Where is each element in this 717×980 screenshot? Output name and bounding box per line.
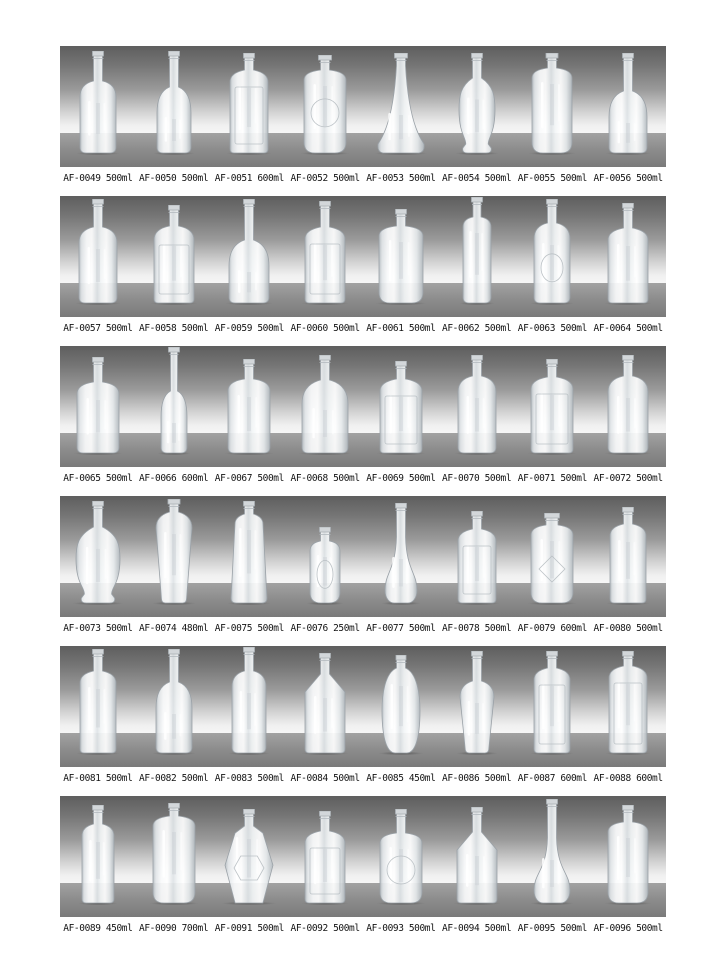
photo-band-3 [60,346,666,467]
bottle-cell-AF-0092 [287,796,363,917]
bottle-cell-AF-0064 [590,196,666,317]
bottle-label-AF-0056: AF-0056 500ml [593,173,663,184]
bottle-cell-AF-0056 [590,46,666,167]
bottle-label-AF-0060: AF-0060 500ml [290,323,360,334]
bottle-cell-AF-0091 [212,796,288,917]
bottle-cell-AF-0089 [60,796,136,917]
bottle-label-AF-0085: AF-0085 450ml [366,773,436,784]
bottle-cell-AF-0058 [136,196,212,317]
bottle-cell-AF-0096 [590,796,666,917]
bottle-image-AF-0085 [375,655,427,755]
bottle-image-AF-0094 [450,807,504,905]
bottle-label-AF-0066: AF-0066 600ml [139,473,209,484]
bottle-label-AF-0053: AF-0053 500ml [366,173,436,184]
bottle-image-AF-0068 [295,355,355,455]
bottle-label-AF-0096: AF-0096 500ml [593,923,663,934]
bottle-image-AF-0050 [150,51,198,155]
caption-strip-1 [60,167,666,196]
bottle-label-AF-0057: AF-0057 500ml [63,323,133,334]
bottle-cell-AF-0084 [287,646,363,767]
catalog-row-3 [60,346,666,496]
bottle-label-AF-0089: AF-0089 450ml [63,923,133,934]
bottle-image-AF-0065 [70,357,126,455]
bottle-label-AF-0073: AF-0073 500ml [63,623,133,634]
bottle-image-AF-0078 [451,511,503,605]
bottle-label-AF-0084: AF-0084 500ml [290,773,360,784]
bottle-cell-AF-0051 [212,46,288,167]
bottle-image-AF-0063 [527,199,577,305]
bottle-image-AF-0074 [149,499,199,605]
bottle-label-AF-0051: AF-0051 600ml [214,173,284,184]
bottle-cell-AF-0055 [515,46,591,167]
bottle-cell-AF-0054 [439,46,515,167]
catalog-row-4 [60,496,666,646]
bottle-cell-AF-0066 [136,346,212,467]
bottle-label-AF-0072: AF-0072 500ml [593,473,663,484]
catalog-row-5 [60,646,666,796]
bottle-label-AF-0050: AF-0050 500ml [139,173,209,184]
bottle-image-AF-0055 [525,53,579,155]
bottle-image-AF-0095 [527,799,577,905]
bottle-label-AF-0087: AF-0087 600ml [517,773,587,784]
bottle-label-AF-0092: AF-0092 500ml [290,923,360,934]
bottle-label-AF-0058: AF-0058 500ml [139,323,209,334]
caption-strip-4 [60,617,666,646]
bottle-cell-AF-0088 [590,646,666,767]
caption-strip-5 [60,767,666,796]
bottle-cell-AF-0074 [136,496,212,617]
bottle-image-AF-0096 [601,805,655,905]
bottle-image-AF-0079 [524,513,580,605]
bottle-label-AF-0080: AF-0080 500ml [593,623,663,634]
bottle-image-AF-0061 [372,209,430,305]
bottle-cell-AF-0093 [363,796,439,917]
bottle-label-AF-0071: AF-0071 500ml [517,473,587,484]
bottle-label-AF-0075: AF-0075 500ml [214,623,284,634]
catalog-row-6 [60,796,666,946]
bottle-image-AF-0091 [218,809,280,905]
bottle-cell-AF-0094 [439,796,515,917]
bottle-label-AF-0093: AF-0093 500ml [366,923,436,934]
bottle-label-AF-0065: AF-0065 500ml [63,473,133,484]
bottle-cell-AF-0067 [212,346,288,467]
catalog-row-2 [60,196,666,346]
bottle-cell-AF-0052 [287,46,363,167]
bottle-image-AF-0093 [373,809,429,905]
photo-band-4 [60,496,666,617]
bottle-label-AF-0063: AF-0063 500ml [517,323,587,334]
bottle-image-AF-0082 [149,649,199,755]
bottle-cell-AF-0065 [60,346,136,467]
bottle-label-AF-0070: AF-0070 500ml [442,473,512,484]
bottle-cell-AF-0059 [212,196,288,317]
bottle-label-AF-0069: AF-0069 500ml [366,473,436,484]
bottle-image-AF-0064 [601,203,655,305]
bottle-cell-AF-0076 [287,496,363,617]
caption-strip-6 [60,917,666,946]
bottle-label-AF-0078: AF-0078 500ml [442,623,512,634]
bottle-image-AF-0070 [451,355,503,455]
bottle-cell-AF-0071 [515,346,591,467]
caption-strip-3 [60,467,666,496]
bottle-cell-AF-0063 [515,196,591,317]
bottle-cell-AF-0078 [439,496,515,617]
bottle-label-AF-0079: AF-0079 600ml [517,623,587,634]
catalog-row-1 [60,46,666,196]
bottle-cell-AF-0075 [212,496,288,617]
bottle-image-AF-0059 [222,199,276,305]
bottle-label-AF-0081: AF-0081 500ml [63,773,133,784]
bottle-image-AF-0084 [298,653,352,755]
bottle-cell-AF-0090 [136,796,212,917]
bottle-image-AF-0067 [221,359,277,455]
bottle-image-AF-0069 [373,361,429,455]
bottle-label-AF-0049: AF-0049 500ml [63,173,133,184]
bottle-label-AF-0061: AF-0061 500ml [366,323,436,334]
bottle-cell-AF-0077 [363,496,439,617]
photo-band-5 [60,646,666,767]
bottle-image-AF-0081 [73,649,123,755]
bottle-image-AF-0083 [225,647,273,755]
bottle-image-AF-0087 [527,651,577,755]
bottle-label-AF-0068: AF-0068 500ml [290,473,360,484]
bottle-label-AF-0095: AF-0095 500ml [517,923,587,934]
photo-band-1 [60,46,666,167]
bottle-image-AF-0049 [73,51,123,155]
bottle-image-AF-0089 [75,805,121,905]
bottle-cell-AF-0085 [363,646,439,767]
bottle-label-AF-0083: AF-0083 500ml [214,773,284,784]
bottle-cell-AF-0070 [439,346,515,467]
bottle-image-AF-0086 [453,651,501,755]
bottle-cell-AF-0072 [590,346,666,467]
bottle-image-AF-0066 [154,347,194,455]
bottle-image-AF-0076 [303,527,347,605]
bottle-image-AF-0088 [602,651,654,755]
bottle-label-AF-0064: AF-0064 500ml [593,323,663,334]
caption-strip-2 [60,317,666,346]
photo-band-6 [60,796,666,917]
bottle-image-AF-0073 [69,501,127,605]
bottle-label-AF-0088: AF-0088 600ml [593,773,663,784]
bottle-image-AF-0060 [298,201,352,305]
bottle-cell-AF-0061 [363,196,439,317]
bottle-cell-AF-0049 [60,46,136,167]
bottle-label-AF-0094: AF-0094 500ml [442,923,512,934]
bottle-cell-AF-0069 [363,346,439,467]
bottle-cell-AF-0081 [60,646,136,767]
bottle-image-AF-0077 [378,503,424,605]
bottle-cell-AF-0080 [590,496,666,617]
bottle-image-AF-0090 [146,803,202,905]
bottle-image-AF-0053 [371,53,431,155]
bottle-label-AF-0052: AF-0052 500ml [290,173,360,184]
bottle-label-AF-0077: AF-0077 500ml [366,623,436,634]
bottle-label-AF-0086: AF-0086 500ml [442,773,512,784]
bottle-image-AF-0052 [297,55,353,155]
bottle-image-AF-0072 [601,355,655,455]
bottle-label-AF-0091: AF-0091 500ml [214,923,284,934]
bottle-label-AF-0090: AF-0090 700ml [139,923,209,934]
bottle-cell-AF-0053 [363,46,439,167]
bottle-image-AF-0092 [298,811,352,905]
bottle-cell-AF-0083 [212,646,288,767]
bottle-label-AF-0074: AF-0074 480ml [139,623,209,634]
bottle-image-AF-0054 [452,53,502,155]
photo-band-2 [60,196,666,317]
bottle-cell-AF-0087 [515,646,591,767]
bottle-cell-AF-0057 [60,196,136,317]
bottle-image-AF-0071 [524,359,580,455]
bottle-cell-AF-0082 [136,646,212,767]
bottle-image-AF-0058 [147,205,201,305]
bottle-cell-AF-0062 [439,196,515,317]
bottle-image-AF-0080 [603,507,653,605]
bottle-label-AF-0067: AF-0067 500ml [214,473,284,484]
bottle-cell-AF-0060 [287,196,363,317]
bottle-image-AF-0051 [223,53,275,155]
bottle-cell-AF-0079 [515,496,591,617]
bottle-image-AF-0057 [72,199,124,305]
bottle-label-AF-0054: AF-0054 500ml [442,173,512,184]
bottle-image-AF-0056 [602,53,654,155]
bottle-label-AF-0082: AF-0082 500ml [139,773,209,784]
bottle-cell-AF-0050 [136,46,212,167]
bottle-image-AF-0062 [456,197,498,305]
bottle-label-AF-0059: AF-0059 500ml [214,323,284,334]
bottle-cell-AF-0068 [287,346,363,467]
bottle-label-AF-0055: AF-0055 500ml [517,173,587,184]
bottle-label-AF-0076: AF-0076 250ml [290,623,360,634]
bottle-cell-AF-0073 [60,496,136,617]
bottle-label-AF-0062: AF-0062 500ml [442,323,512,334]
bottle-cell-AF-0086 [439,646,515,767]
bottle-image-AF-0075 [224,501,274,605]
bottle-cell-AF-0095 [515,796,591,917]
